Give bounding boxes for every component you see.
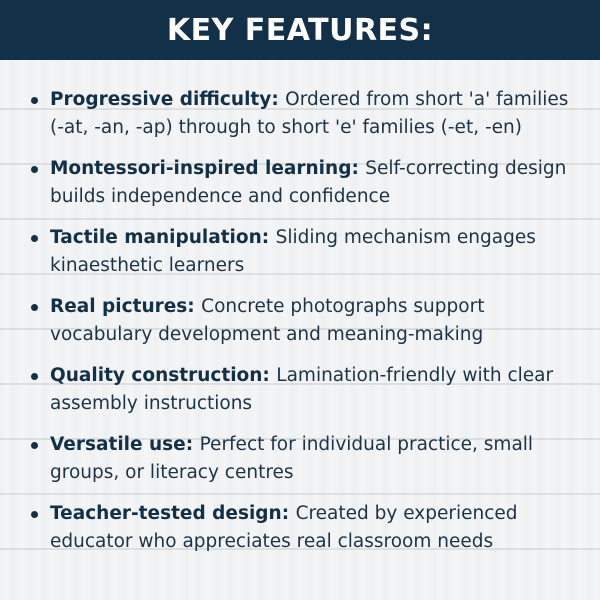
feature-title: Montessori-inspired learning: — [50, 158, 366, 179]
feature-description: Perfect for individual practice, small groups, or literacy centres — [50, 434, 534, 483]
feature-list — [26, 86, 574, 569]
feature-item-versatile-use — [26, 431, 574, 487]
feature-title: Versatile use: — [50, 434, 200, 455]
feature-title: Progressive difficulty: — [50, 89, 286, 110]
bullet-icon — [31, 235, 38, 242]
page-title: KEY FEATURES: — [166, 12, 434, 48]
bullet-icon — [31, 166, 38, 173]
bullet-icon — [31, 97, 38, 104]
feature-item-real-pictures — [26, 293, 574, 349]
feature-description: Concrete photographs support vocabulary development and meaning-making — [50, 296, 485, 345]
feature-item-quality-construction — [26, 362, 574, 418]
feature-description: Sliding mechanism engages kinaesthetic learners — [50, 227, 536, 276]
bullet-icon — [31, 442, 38, 449]
feature-description: Created by experienced educator who appreciates real classroom needs — [50, 503, 518, 552]
feature-title: Teacher-tested design: — [50, 503, 296, 524]
feature-description: Lamination-friendly with clear assembly instructions — [50, 365, 554, 414]
feature-description: Self-correcting design builds independence and confidence — [50, 158, 567, 207]
header-banner — [0, 0, 600, 60]
bullet-icon — [31, 373, 38, 380]
bullet-icon — [31, 304, 38, 311]
feature-title: Real pictures: — [50, 296, 202, 317]
feature-title: Tactile manipulation: — [50, 227, 276, 248]
feature-title: Quality construction: — [50, 365, 277, 386]
feature-description: Ordered from short 'a' families (-at, -an, -ap) through to short 'e' families (-et, -en) — [50, 89, 569, 138]
feature-item-tactile-manipulation — [26, 224, 574, 280]
feature-item-montessori-inspired-learning — [26, 155, 574, 211]
bullet-icon — [31, 511, 38, 518]
feature-item-teacher-tested-design — [26, 500, 574, 556]
feature-item-progressive-difficulty — [26, 86, 574, 142]
